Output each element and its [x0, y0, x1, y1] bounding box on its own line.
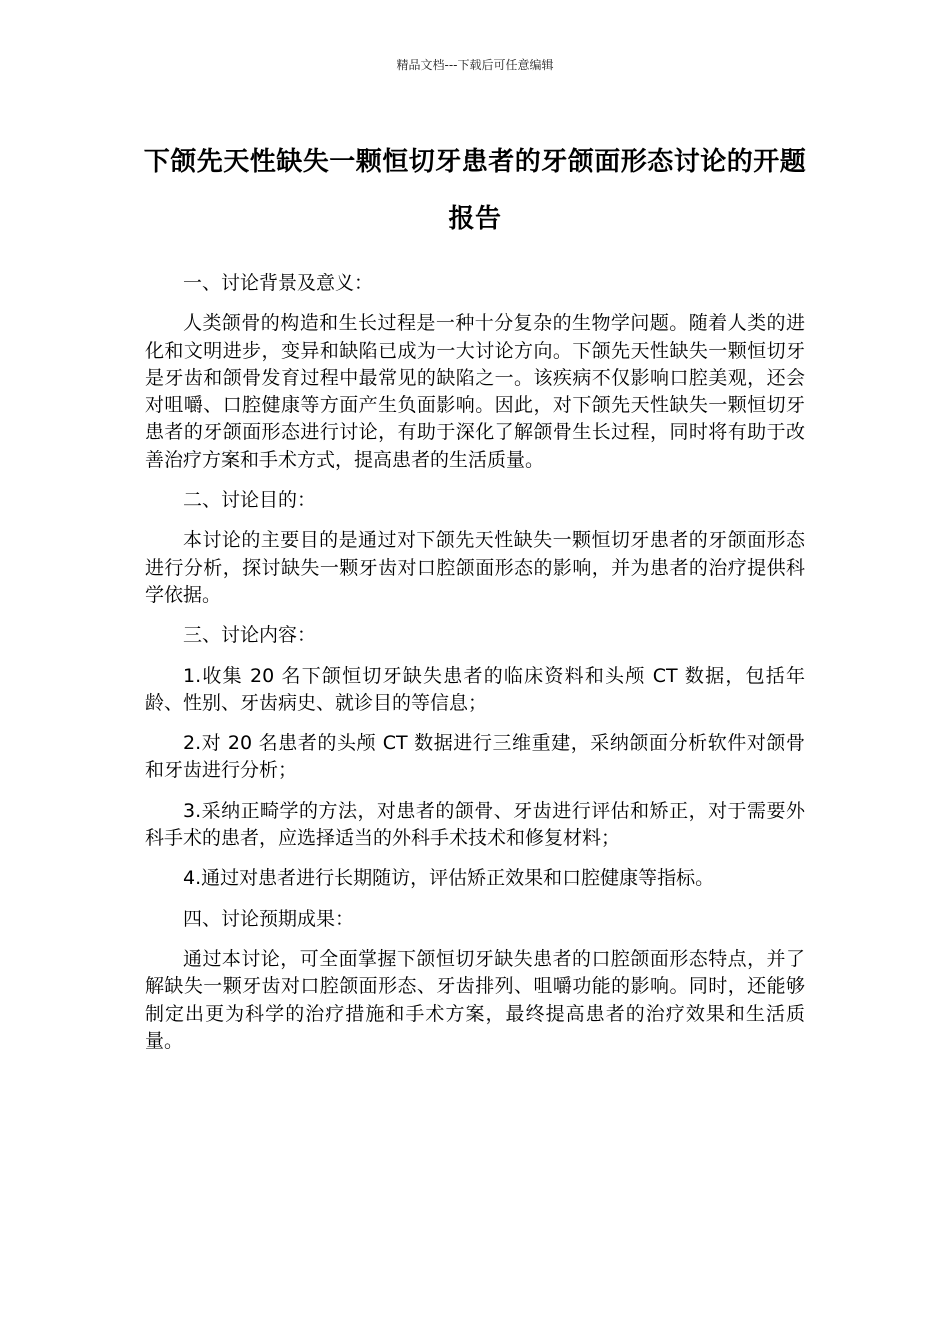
list-item-content-2: 2.对 20 名患者的头颅 CT 数据进行三维重建，采纳颌面分析软件对颌骨和牙齿进行分析；: [145, 732, 805, 782]
paragraph-outcomes: 通过本讨论，可全面掌握下颌恒切牙缺失患者的口腔颌面形态特点，并了解缺失一颗牙齿对口腔颌面形态、牙齿排列、咀嚼功能的影响。同时，还能够制定出更为科学的治疗措施和手术方案，最终提高患者的治疗效果和生活质量。: [145, 947, 805, 1052]
list-item-content-1: 1.收集 20 名下颌恒切牙缺失患者的临床资料和头颅 CT 数据，包括年龄、性别、牙齿病史、就诊目的等信息；: [145, 664, 805, 714]
document-title: 下颌先天性缺失一颗恒切牙患者的牙颌面形态讨论的开题报告: [143, 147, 807, 234]
list-item-content-4: 4.通过对患者进行长期随访，评估矫正效果和口腔健康等指标。: [183, 867, 715, 890]
section-heading-outcomes: 四、讨论预期成果：: [183, 907, 355, 930]
section-heading-background: 一、讨论背景及意义：: [183, 272, 374, 294]
list-item-content-3: 3.采纳正畸学的方法，对患者的颌骨、牙齿进行评估和矫正，对于需要外科手术的患者，应选择适当的外科手术技术和修复材料；: [145, 799, 805, 850]
paragraph-purpose: 本讨论的主要目的是通过对下颌先天性缺失一颗恒切牙患者的牙颌面形态进行分析，探讨缺失一颗牙齿对口腔颌面形态的影响，并为患者的治疗提供科学依据。: [145, 529, 805, 606]
section-heading-purpose: 二、讨论目的：: [183, 489, 317, 512]
section-heading-content: 三、讨论内容：: [183, 624, 317, 647]
paragraph-background: 人类颌骨的构造和生长过程是一种十分复杂的生物学问题。随着人类的进化和文明进步，变异和缺陷已成为一大讨论方向。下颌先天性缺失一颗恒切牙是牙齿和颌骨发育过程中最常见的缺陷之一。该疾病不仅影响口腔美观，还会对咀嚼、口腔健康等方面产生负面影响。因此，对下颌先天性缺失一颗恒切牙患者的牙颌面形态进行讨论，有助于深化了解颌骨生长过程，同时将有助于改善治疗方案和手术方式，提高患者的生活质量。: [145, 312, 805, 471]
page-header: 精品文档---下载后可任意编辑: [396, 58, 554, 72]
document-body: [145, 270, 805, 1068]
